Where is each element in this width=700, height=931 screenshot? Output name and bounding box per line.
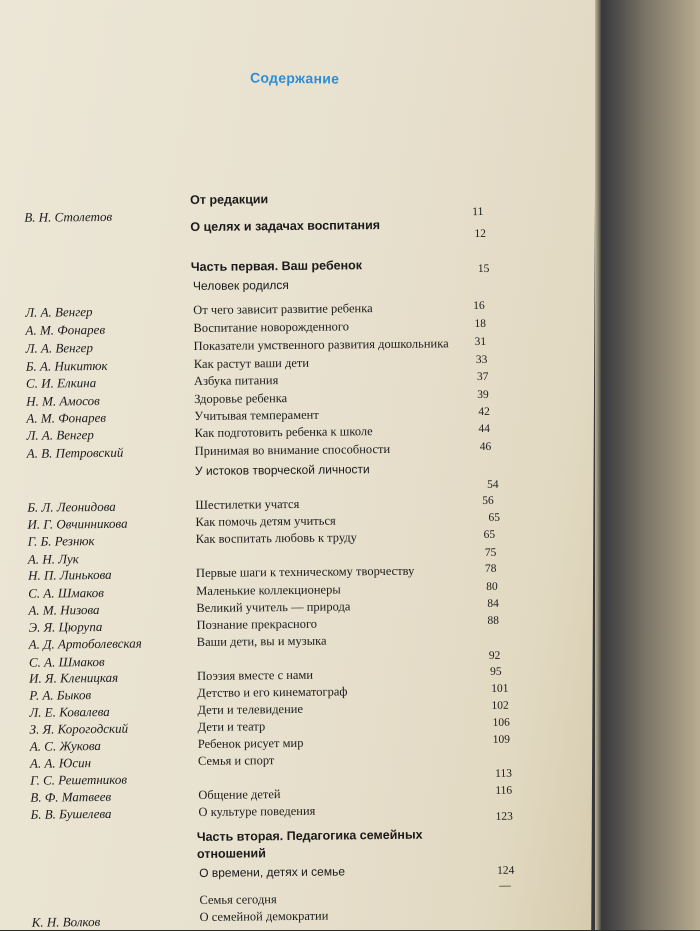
- author: А. Д. Артоболевская: [28, 635, 142, 652]
- author: Л. Е. Ковалева: [29, 703, 110, 720]
- item-title: От чего зависит развитие ребенка: [193, 301, 373, 317]
- page-number: 56: [482, 494, 494, 507]
- item-title: Общение детей: [198, 787, 281, 802]
- page-number: 16: [473, 299, 485, 313]
- item-title: Показатели умственного развития дошкольника: [193, 336, 449, 353]
- item-title: Как растут ваши дети: [193, 355, 310, 371]
- subheading-time-children-family: О времени, детях и семье: [199, 864, 346, 880]
- page-number: 88: [487, 614, 500, 627]
- author: А. М. Низова: [28, 601, 100, 618]
- author: В. Ф. Матвеев: [30, 788, 112, 805]
- subheading-human-born: Человек родился: [192, 277, 289, 293]
- item-title: Маленькие коллекционеры: [196, 582, 341, 598]
- author: И. Я. Кленицкая: [29, 669, 119, 686]
- author: И. Г. Овчинникова: [27, 515, 128, 532]
- page-number: 33: [475, 353, 488, 367]
- item-title: Здоровье ребенка: [194, 391, 288, 406]
- author: Н. М. Амосов: [26, 392, 100, 409]
- author: Р. А. Быков: [29, 687, 92, 703]
- author: Н. П. Линькова: [27, 566, 112, 583]
- author: Л. А. Венгер: [25, 340, 93, 356]
- page-number: 42: [478, 405, 490, 419]
- page-number: 113: [495, 767, 513, 780]
- item-family-today: Семья сегодня: [199, 892, 277, 907]
- page-number: 84: [487, 597, 499, 610]
- item-title: Как помочь детям учиться: [195, 513, 336, 529]
- author: Г. Б. Резнюк: [27, 533, 95, 549]
- page-number: 109: [492, 733, 511, 746]
- heading-goals: О целях и задачах воспитания: [190, 218, 381, 235]
- item-title: Дети и телевидение: [197, 701, 304, 717]
- page-number-12: 12: [474, 227, 487, 241]
- dash: —: [499, 879, 511, 892]
- item-title: Азбука питания: [193, 373, 279, 388]
- author: А. М. Фонарев: [26, 409, 107, 426]
- page-number: 44: [478, 422, 491, 436]
- page-number-65b: 65: [488, 511, 501, 524]
- page-number-123: 123: [495, 810, 513, 823]
- item-title: Детство и его кинематограф: [197, 684, 348, 700]
- page-number: 46: [479, 440, 492, 454]
- heading-part-two-line2: отношений: [196, 846, 266, 861]
- item-title: Воспитание новорожденного: [193, 319, 349, 335]
- item-family-democracy: О семейной демократии: [199, 908, 329, 924]
- author: А. М. Фонарев: [25, 321, 106, 338]
- item-title: Ребенок рисует мир: [197, 735, 304, 751]
- author: Б. В. Бушелева: [30, 805, 112, 822]
- page-number: 80: [486, 580, 498, 593]
- page-number: 116: [495, 784, 513, 797]
- author: З. Я. Корогодский: [29, 720, 129, 737]
- author: Л. А. Венгер: [25, 304, 93, 320]
- item-title: Семья и спорт: [197, 753, 275, 768]
- author: А. С. Жукова: [29, 737, 101, 754]
- item-title: Шестилетки учатся: [195, 496, 300, 512]
- page-number-11: 11: [472, 205, 484, 219]
- heading-part-two: Часть вторая. Педагогика семейных: [196, 827, 423, 844]
- page-number: 18: [474, 317, 486, 331]
- page-number: 106: [492, 716, 510, 729]
- heading-from-editors: От редакции: [190, 192, 269, 208]
- author-volkov: К. Н. Волков: [31, 914, 101, 930]
- author: Л. А. Венгер: [26, 427, 94, 443]
- subheading-creative-personality: У истоков творческой личности: [194, 462, 370, 478]
- page-number-54: 54: [487, 478, 499, 491]
- item-title: Поэзия вместе с нами: [197, 667, 314, 683]
- page-number: 102: [491, 699, 509, 712]
- page-number: 37: [476, 370, 489, 384]
- author: А. В. Петровский: [26, 444, 124, 461]
- item-title: Первые шаги к техническому творчеству: [195, 563, 415, 580]
- page-number: 65: [483, 528, 496, 541]
- author: Э. Я. Цюрупа: [28, 618, 103, 635]
- author: А. Н. Лук: [27, 551, 79, 567]
- item-title: Познание прекрасного: [196, 616, 318, 632]
- author: А. А. Юсин: [29, 755, 92, 771]
- item-title: Принимая во внимание способности: [194, 441, 391, 458]
- item-title: О культуре поведения: [198, 803, 316, 819]
- page-number: 95: [490, 665, 502, 678]
- author: Г. С. Решетников: [30, 771, 128, 788]
- item-title: Учитывая темперамент: [194, 407, 319, 423]
- page-title: Содержание: [249, 69, 340, 87]
- author-stoletov: В. Н. Столетов: [24, 208, 113, 225]
- author: С. А. Шмаков: [28, 584, 104, 601]
- page-number: 39: [477, 388, 489, 402]
- page-number: 101: [491, 682, 509, 695]
- author: С. И. Елкина: [25, 375, 97, 391]
- author: Б. Л. Леонидова: [27, 498, 116, 515]
- page-number-124: 124: [497, 864, 515, 877]
- item-title: Как воспитать любовь к труду: [195, 530, 357, 546]
- page-number: 75: [484, 546, 497, 559]
- item-title: Дети и театр: [197, 719, 266, 734]
- author: С. А. Шмаков: [28, 653, 105, 670]
- page-number: 78: [484, 562, 497, 575]
- item-title: Как подготовить ребенка к школе: [194, 424, 373, 440]
- author: Б. А. Никитюк: [25, 357, 108, 374]
- page-number: 31: [474, 335, 487, 349]
- item-title: Ваши дети, вы и музыка: [196, 633, 327, 649]
- item-title: Великий учитель — природа: [196, 599, 351, 615]
- heading-part-one: Часть первая. Ваш ребенок: [190, 258, 363, 275]
- page-number: 92: [488, 649, 501, 662]
- page-number-15: 15: [477, 262, 490, 276]
